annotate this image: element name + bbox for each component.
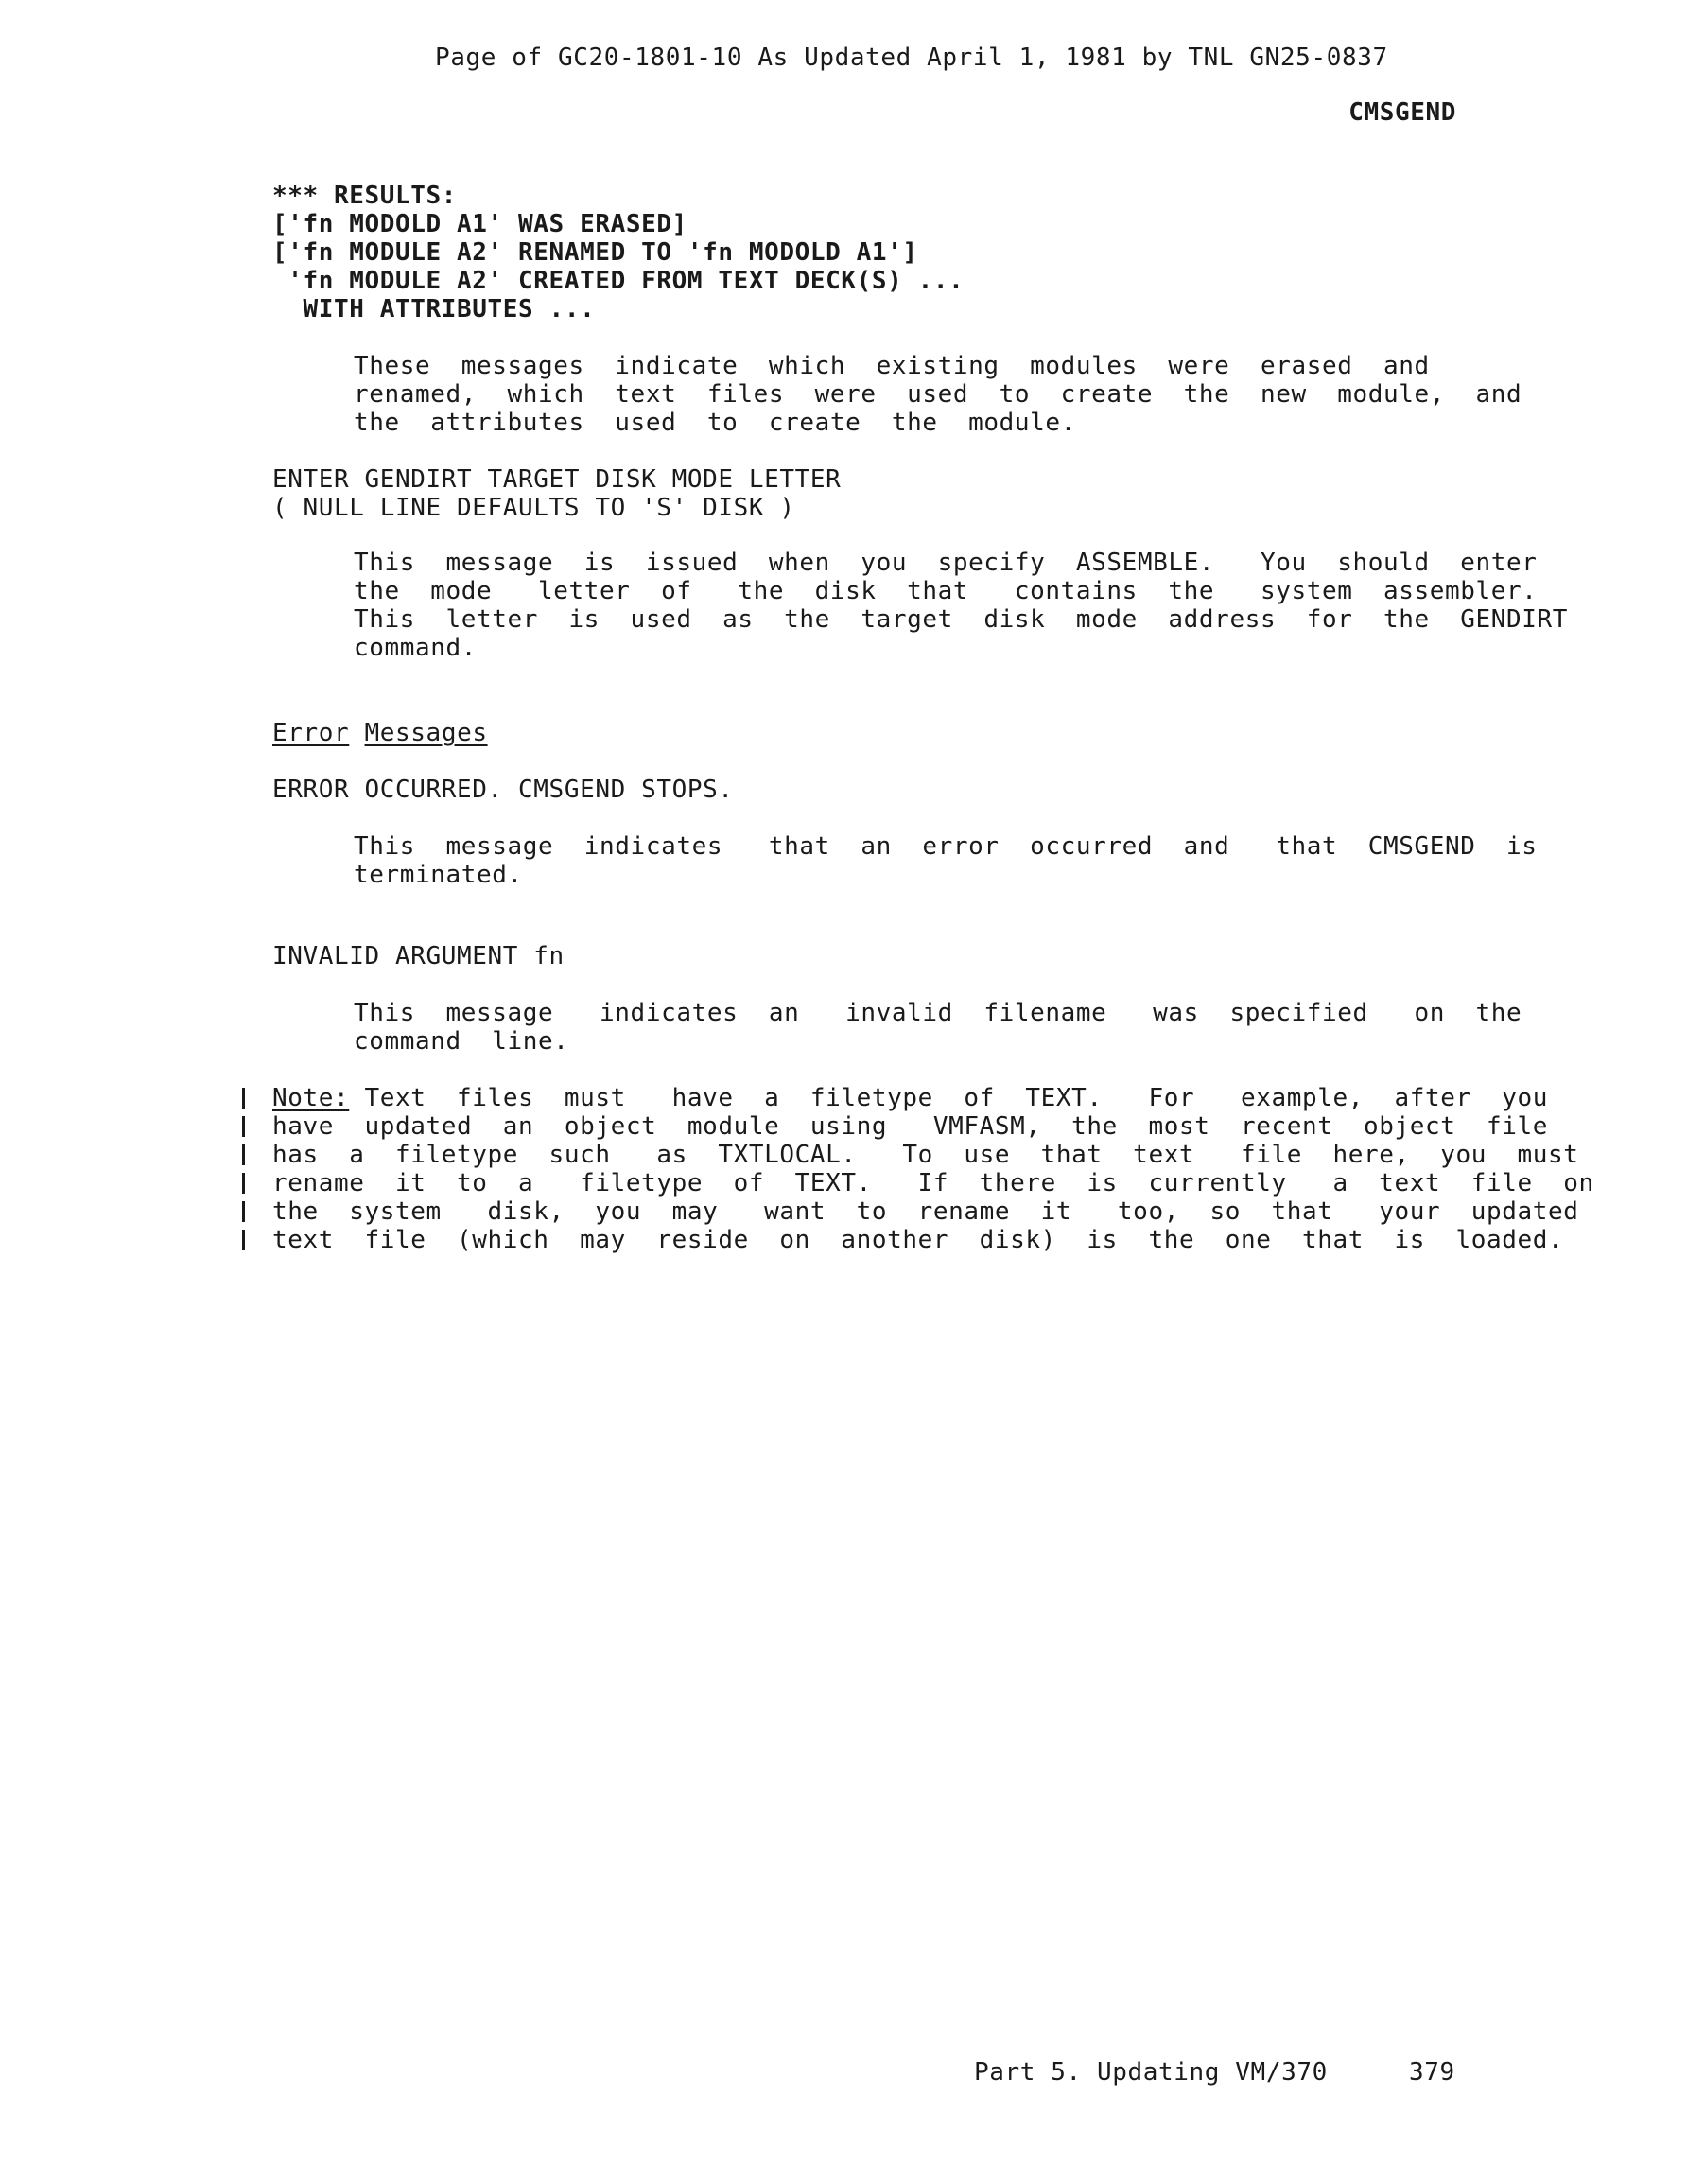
gendirt-description-line: This letter is used as the target disk mode address for the GENDIRT	[354, 605, 1569, 634]
note-line: rename it to a filetype of TEXT. If there is currently a text file on	[272, 1169, 1594, 1197]
note-line: the system disk, you may want to rename it too, so that your updated	[272, 1197, 1579, 1226]
revision-bar	[242, 1116, 245, 1137]
error-message-line: INVALID ARGUMENT fn	[272, 942, 565, 970]
results-description-line: the attributes used to create the module.	[354, 409, 1076, 437]
heading-word: Error	[272, 719, 350, 747]
results-description-line: renamed, which text files were used to create the new module, and	[354, 380, 1522, 409]
note-text: Text files must have a filetype of TEXT. For example, after you	[349, 1084, 1549, 1112]
note-label: Note:	[272, 1084, 350, 1112]
results-line: 'fn MODULE A2' CREATED FROM TEXT DECK(S) ...	[272, 267, 965, 295]
results-line: ['fn MODULE A2' RENAMED TO 'fn MODOLD A1']	[272, 238, 918, 267]
revision-bar	[242, 1173, 245, 1194]
revision-bar	[242, 1201, 245, 1222]
error-description-line: This message indicates an invalid filename was specified on the	[354, 999, 1522, 1027]
gendirt-description-line: This message is issued when you specify ASSEMBLE. You should enter	[354, 549, 1538, 577]
heading-word: Messages	[364, 719, 488, 747]
results-line: *** RESULTS:	[272, 182, 458, 210]
gendirt-description-line: the mode letter of the disk that contains the system assembler.	[354, 577, 1538, 605]
error-description-line: command line.	[354, 1027, 569, 1056]
note-line: text file (which may reside on another disk) is the one that is loaded.	[272, 1226, 1564, 1254]
gendirt-message-line: ENTER GENDIRT TARGET DISK MODE LETTER	[272, 465, 842, 494]
gendirt-message-line: ( NULL LINE DEFAULTS TO 'S' DISK )	[272, 494, 795, 522]
results-line: ['fn MODOLD A1' WAS ERASED]	[272, 210, 687, 238]
results-line: WITH ATTRIBUTES ...	[272, 295, 596, 323]
error-messages-heading	[272, 719, 488, 747]
section-name: CMSGEND	[1348, 98, 1456, 127]
page-footer-text: Part 5. Updating VM/370	[974, 2058, 1328, 2087]
gendirt-description-line: command.	[354, 634, 478, 662]
error-message-line: ERROR OCCURRED. CMSGEND STOPS.	[272, 776, 734, 804]
revision-bar	[242, 1230, 245, 1250]
page-number: 379	[1409, 2058, 1455, 2087]
note-line: has a filetype such as TXTLOCAL. To use that text file here, you must	[272, 1141, 1579, 1169]
error-description-line: This message indicates that an error occurred and that CMSGEND is	[354, 832, 1538, 861]
note-line: have updated an object module using VMFASM, the most recent object file	[272, 1112, 1549, 1141]
note-first-line	[272, 1084, 1548, 1112]
error-description-line: terminated.	[354, 861, 523, 889]
revision-bar	[242, 1088, 245, 1109]
page-header-title: Page of GC20-1801-10 As Updated April 1, 1981 by TNL GN25-0837	[435, 44, 1388, 72]
revision-bar	[242, 1144, 245, 1165]
results-description-line: These messages indicate which existing modules were erased and	[354, 352, 1430, 380]
